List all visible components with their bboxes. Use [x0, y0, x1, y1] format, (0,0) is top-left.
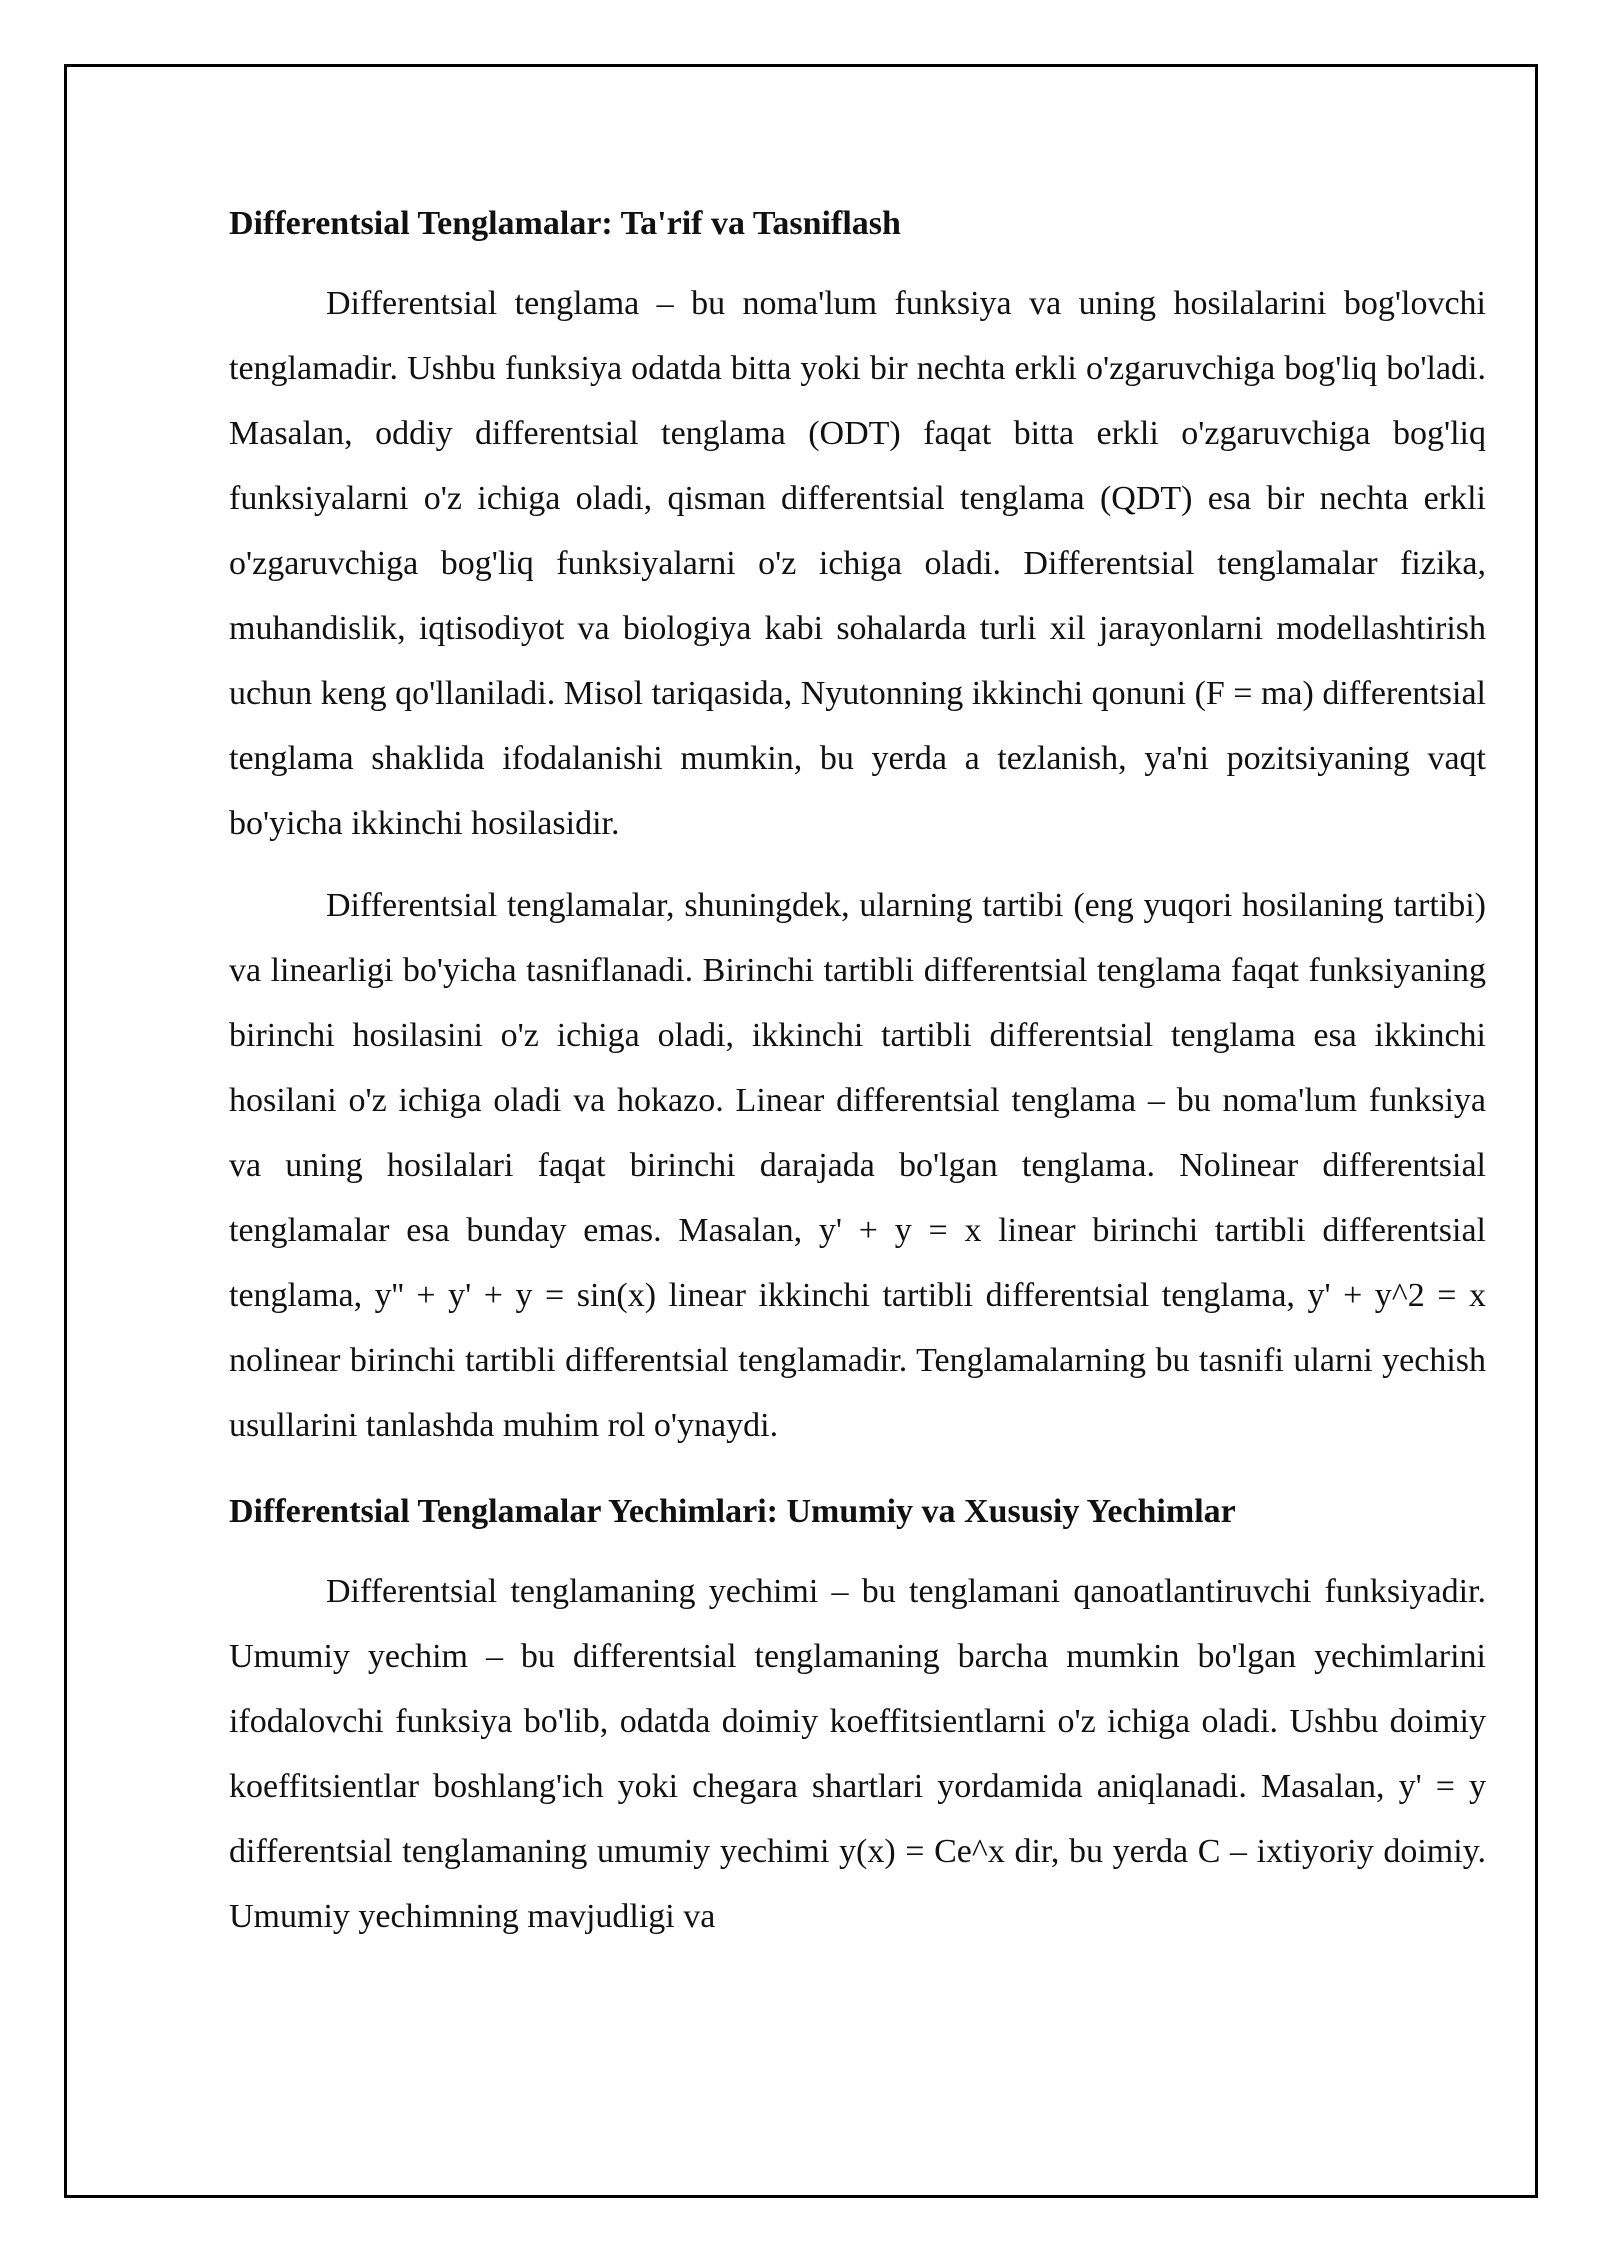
paragraph-solutions: Differentsial tenglamaning yechimi – bu tenglamani qanoatlantiruvchi funksiyadir. Umumiy yechim – bu differentsial tenglamaning barcha mumkin bo'lgan yechimlarini ifodalovchi funksiya bo'lib, odatda doimiy koeffitsientlarni o'z ichiga oladi. Ushbu doimiy koeffitsientlar boshlang'ich yoki chegara shartlari yordamida aniqlanadi. Masalan, y' = y differentsial tenglamaning umumiy yechimi y(x) = Ce^x dir, bu yerda C – ixtiyoriy doimiy. Umumiy yechimning mavjudligi va	[229, 1573, 1486, 1935]
section-heading-solutions: Differentsial Tenglamalar Yechimlari: Umumiy va Xususiy Yechimlar	[229, 1493, 1236, 1530]
paragraph-definition: Differentsial tenglama – bu noma'lum funksiya va uning hosilalarini bog'lovchi tenglamadir. Ushbu funksiya odatda bitta yoki bir nechta erkli o'zgaruvchiga bog'liq bo'ladi. Masalan, oddiy differentsial tenglama (ODT) faqat bitta erkli o'zgaruvchiga bog'liq funksiyalarni o'z ichiga oladi, qisman differentsial tenglama (QDT) esa bir nechta erkli o'zgaruvchiga bog'liq funksiyalarni o'z ichiga oladi. Differentsial tenglamalar fizika, muhandislik, iqtisodiyot va biologiya kabi sohalarda turli xil jarayonlarni modellashtirish uchun keng qo'llaniladi. Misol tariqasida, Nyutonning ikkinchi qonuni (F = ma) differentsial tenglama shaklida ifodalanishi mumkin, bu yerda a tezlanish, ya'ni pozitsiyaning vaqt bo'yicha ikkinchi hosilasidir.	[229, 285, 1486, 842]
document-body	[229, 194, 1486, 1949]
paragraph-classification: Differentsial tenglamalar, shuningdek, ularning tartibi (eng yuqori hosilaning tartibi) va linearligi bo'yicha tasniflanadi. Birinchi tartibli differentsial tenglama faqat funksiyaning birinchi hosilasini o'z ichiga oladi, ikkinchi tartibli differentsial tenglama esa ikkinchi hosilani o'z ichiga oladi va hokazo. Linear differentsial tenglama – bu noma'lum funksiya va uning hosilalari faqat birinchi darajada bo'lgan tenglama. Nolinear differentsial tenglamalar esa bunday emas. Masalan, y' + y = x linear birinchi tartibli differentsial tenglama, y'' + y' + y = sin(x) linear ikkinchi tartibli differentsial tenglama, y' + y^2 = x nolinear birinchi tartibli differentsial tenglamadir. Tenglamalarning bu tasnifi ularni yechish usullarini tanlashda muhim rol o'ynaydi.	[229, 887, 1486, 1444]
section-heading-definition: Differentsial Tenglamalar: Ta'rif va Tasniflash	[229, 205, 901, 242]
